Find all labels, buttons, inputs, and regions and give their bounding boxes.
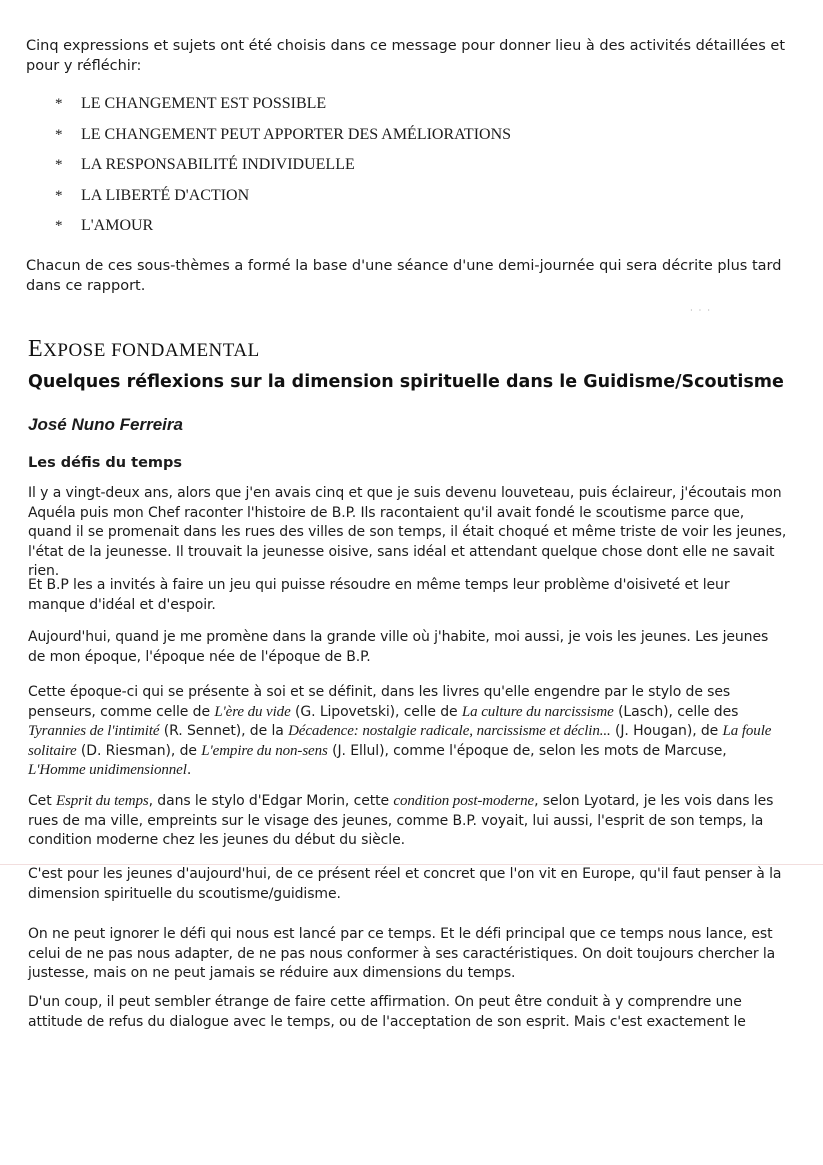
list-item (55, 94, 775, 125)
bullet-star: * (55, 96, 63, 112)
p5-title-italic: condition post-moderne (393, 793, 535, 809)
paragraph-4 (28, 683, 788, 781)
theme-list (55, 94, 775, 247)
p4-text: . (186, 762, 192, 778)
section-title-initial: E (28, 336, 44, 362)
paragraph-5 (28, 792, 788, 851)
paragraph-6: C'est pour les jeunes d'aujourd'hui, de ce présent réel et concret que l'on vit en Europe, qu'il faut penser à la dimension spirituelle du scoutisme/guidisme. (28, 866, 782, 902)
list-item (55, 216, 775, 247)
section-subtitle: Quelques réflexions sur la dimension spirituelle dans le Guidisme/Scoutisme (28, 372, 784, 392)
p5-title-italic: Esprit du temps (55, 793, 149, 809)
p4-text: (J. Hougan), de (610, 723, 723, 739)
list-item-text: LE CHANGEMENT EST POSSIBLE (81, 95, 327, 112)
section-title (28, 336, 260, 363)
subsection-heading: Les défis du temps (28, 455, 183, 471)
p4-title-italic: La culture du narcissisme (461, 703, 614, 720)
list-item-text: LA LIBERTÉ D'ACTION (81, 186, 250, 204)
author-name: José Nuno Ferreira (28, 415, 183, 434)
paragraph-8: D'un coup, il peut sembler étrange de faire cette affirmation. On peut être conduit à y comprendre une attitude de refus du dialogue avec le temps, ou de l'acceptation de son esprit. Mais c'est exactement le (28, 994, 746, 1030)
p4-text: (G. Lipovetski), celle de (290, 703, 462, 720)
list-item (55, 186, 775, 217)
list-item-text: LA RESPONSABILITÉ INDIVIDUELLE (81, 156, 355, 173)
p4-title-italic: L'empire du non-sens (201, 742, 328, 759)
p5-text: Cet (28, 793, 56, 809)
p4-title-italic: La foule solitaire (28, 723, 772, 759)
list-item (55, 155, 775, 186)
scan-speck: · · · (690, 306, 712, 315)
p4-title-italic: Décadence: nostalgie radicale, narcissisme et déclin... (288, 723, 611, 739)
list-item (55, 125, 775, 156)
bullet-star: * (55, 218, 63, 234)
paragraph-2: Et B.P les a invités à faire un jeu qui puisse résoudre en même temps leur problème d'oisiveté et leur manque d'idéal et d'espoir. (28, 577, 730, 613)
p5-text: , selon Lyotard, je les vois dans les rues de ma ville, empreints sur le visage des jeunes, comme B.P. voyait, lui aussi, l'esprit de son temps, la condition moderne chez les jeunes du début du siècle. (28, 793, 774, 848)
bullet-star: * (55, 126, 63, 143)
bullet-star: * (55, 157, 63, 173)
paragraph-3: Aujourd'hui, quand je me promène dans la grande ville où j'habite, moi aussi, je vois les jeunes. Les jeunes de mon époque, l'époque née de l'époque de B.P. (28, 629, 769, 665)
subthemes-paragraph: Chacun de ces sous-thèmes a formé la base d'une séance d'une demi-journée qui sera décrite plus tard dans ce rapport. (26, 258, 782, 294)
p4-text: (Lasch), celle des (613, 703, 739, 720)
list-item-text: L'AMOUR (81, 217, 154, 234)
p4-title-italic: L'ère du vide (214, 703, 291, 720)
section-title-rest: XPOSE FONDAMENTAL (43, 340, 260, 361)
bullet-star: * (55, 187, 63, 204)
p4-title-italic: L'Homme unidimensionnel (28, 762, 187, 778)
p4-title-italic: Tyrannies de l'intimité (28, 723, 160, 739)
p5-text: , dans le stylo d'Edgar Morin, cette (148, 793, 394, 809)
paragraph-1: Il y a vingt-deux ans, alors que j'en avais cinq et que je suis devenu louveteau, puis éclaireur, j'écoutais mon Aquéla puis mon Chef raconter l'histoire de B.P. Ils racontaient qu'il avait fondé le scoutisme parce que, quand il se promenait dans les rues des villes de son temps, il était choqué et même triste de voir les jeunes, l'état de la jeunesse. Il trouvait la jeunesse oisive, sans idéal et attendant quelque chose dont elle ne savait rien. (28, 485, 787, 579)
p4-text: Cette époque-ci qui se présente à soi et se définit, dans les livres qu'elle engendre par le stylo de ses penseurs, comme celle de (28, 684, 731, 720)
intro-paragraph: Cinq expressions et sujets ont été choisis dans ce message pour donner lieu à des activités détaillées et pour y réfléchir: (26, 38, 785, 74)
p4-text: (J. Ellul), comme l'époque de, selon les mots de Marcuse, (327, 742, 727, 759)
list-item-text: LE CHANGEMENT PEUT APPORTER DES AMÉLIORATIONS (81, 125, 512, 143)
p4-text: (R. Sennet), de la (159, 723, 289, 739)
paragraph-7: On ne peut ignorer le défi qui nous est lancé par ce temps. Et le défi principal que ce temps nous lance, est celui de ne pas nous adapter, de ne pas nous conformer à ses caractéristiques. On doit toujours chercher la justesse, mais on ne peut jamais se réduire aux dimensions du temps. (28, 926, 776, 981)
p4-text: (D. Riesman), de (76, 742, 202, 759)
